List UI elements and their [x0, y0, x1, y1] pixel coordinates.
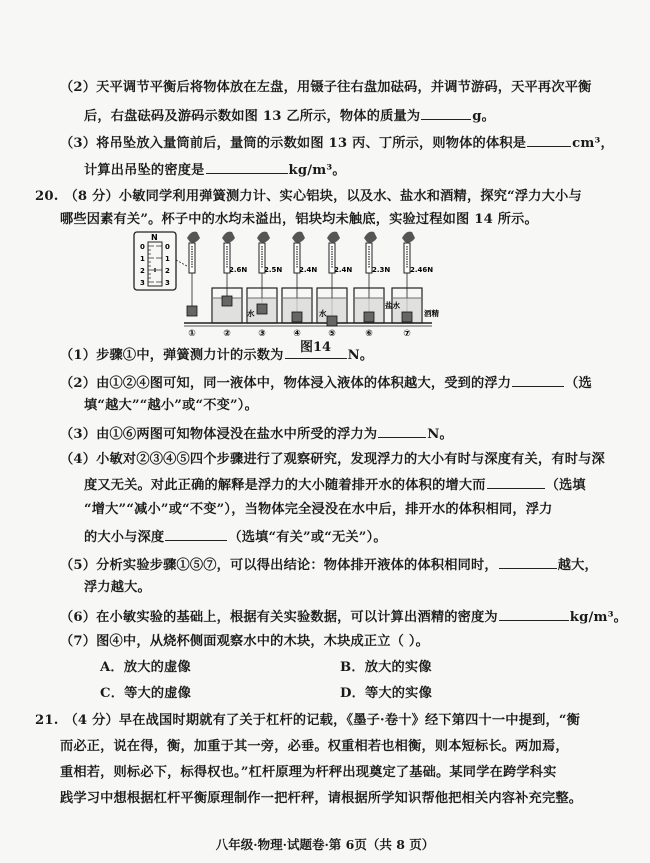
q19-part3-density-text: 计算出吊坠的密度是	[84, 163, 205, 178]
hand-icon	[292, 232, 305, 243]
hand-icon	[402, 232, 415, 243]
step-label: ⑦	[403, 329, 411, 339]
q20-intro-line2: 哪些因素有关”。杯子中的水均未溢出，铝块均未触底，实验过程如图 14 所示。	[60, 212, 538, 227]
q19-part2-text: 后，右盘砝码及游码示数如图 13 乙所示，物体的质量为	[84, 109, 421, 124]
scale-reading: 2.5N	[264, 266, 283, 274]
q20-s4-text: 度又无关。对此正确的解释是浮力的大小随着排开水的体积的增大而	[84, 478, 486, 493]
q20-s1	[60, 346, 373, 364]
answer-blank[interactable]	[527, 134, 571, 147]
q19-part3-line1	[60, 134, 614, 152]
q20-s2-line2: 填“越大”“越小”或“不变”）。	[84, 398, 258, 413]
scale-tick-label: 3	[165, 279, 170, 287]
answer-blank[interactable]	[499, 556, 557, 569]
answer-blank[interactable]	[206, 161, 288, 174]
q20-s3-text: （3）由①⑥两图可知物体浸没在盐水中所受的浮力为	[60, 427, 378, 442]
liquid-label: 酒精	[424, 309, 439, 318]
spring-scale-detail	[134, 232, 187, 290]
hand-icon	[364, 232, 377, 243]
q21-line2: 而必正，说在得，衡，加重于其一旁，必垂。权重相若也相衡，则本短标长。两加焉，	[60, 739, 569, 754]
option-a[interactable]: A．放大的虚像	[100, 660, 191, 675]
scale-reading: 2.46N	[410, 266, 434, 274]
hand-icon	[327, 232, 340, 243]
q20-s5-tail: 越大，	[557, 558, 598, 573]
answer-blank[interactable]	[487, 476, 545, 489]
q20-s4-depth-text: 的大小与深度	[84, 530, 165, 545]
aluminum-block	[327, 316, 337, 326]
answer-blank[interactable]	[512, 374, 564, 387]
figure-14-experiment	[132, 228, 442, 353]
scale-tick-label: 2	[165, 267, 170, 275]
scale-tick-label: 0	[140, 243, 145, 251]
q20-s4-depth-choose: （选填“有关”或“无关”）。	[228, 530, 387, 545]
q20-s5-line1	[60, 556, 598, 574]
aluminum-block	[402, 312, 412, 322]
q20-s6	[60, 608, 627, 626]
option-c[interactable]: C．等大的虚像	[100, 686, 192, 701]
scale-reading: 2.4N	[299, 266, 318, 274]
step-label: ④	[293, 329, 301, 339]
q21-line1	[35, 713, 580, 729]
q20-s2-text: （2）由①②④图可知，同一液体中，物体浸入液体的体积越大，受到的浮力	[60, 376, 512, 391]
step-label: ③	[258, 329, 266, 339]
q20-s4-choose: （选填	[545, 478, 586, 493]
q19-part3-density-unit: kg/m³。	[288, 163, 346, 178]
q19-part3-line2	[84, 161, 346, 179]
answer-blank[interactable]	[378, 425, 426, 438]
step-label: ⑤	[328, 329, 336, 339]
q20-s4-line4	[84, 528, 387, 546]
aluminum-block	[257, 304, 267, 314]
q20-s1-text: （1）步骤①中，弹簧测力计的示数为	[60, 348, 284, 363]
scale-reading: 2.4N	[334, 266, 353, 274]
q20-s1-unit: N。	[347, 348, 374, 363]
figure-caption: 图14	[300, 340, 332, 355]
option-b[interactable]: B．放大的实像	[340, 660, 432, 675]
q19-part3-text: （3）将吊坠放入量筒前后，量筒的示数如图 13 丙、丁所示，则物体的体积是	[60, 136, 527, 151]
q21-text1: （4 分）早在战国时期就有了关于杠杆的记载，《墨子·卷十》经下第四十一中提到，“衡	[64, 713, 581, 728]
q19-part2-unit: g。	[472, 109, 496, 124]
liquid-label: 盐水	[385, 301, 400, 310]
aluminum-block	[364, 312, 374, 322]
q19-part3-unit: cm³，	[572, 136, 614, 151]
option-d[interactable]: D．等大的实像	[340, 686, 432, 701]
q20-s6-unit: kg/m³。	[569, 610, 628, 625]
answer-blank[interactable]	[421, 107, 471, 120]
aluminum-block	[292, 312, 302, 322]
hand-icon	[222, 232, 235, 243]
scale-tick-label: 1	[165, 255, 170, 263]
q21-line4: 践学习中想根据杠杆平衡原理制作一把杆秤，请根据所学知识帮他把相关内容补充完整。	[60, 791, 583, 806]
scale-reading: 2.3N	[372, 266, 391, 274]
q20-s7: （7）图④中，从烧杯侧面观察水中的木块，木块成正立（ ）。	[60, 634, 430, 649]
answer-blank[interactable]	[499, 608, 569, 621]
q20-s3-unit: N。	[427, 427, 453, 442]
page-footer: 八年级·物理·试题卷·第 6页（共 8 页）	[215, 837, 435, 852]
q20-s5-text: （5）分析实验步骤①⑤⑦，可以得出结论：物体排开液体的体积相同时，	[60, 558, 498, 573]
q20-s2-line1	[60, 374, 592, 392]
q20-number: 20.	[35, 189, 59, 204]
aluminum-block	[222, 296, 232, 306]
step-label: ②	[223, 329, 231, 339]
step-label: ①	[188, 329, 196, 339]
q20-s4-line3: “增大”“减小”或“不变”），当物体完全浸没在水中后，排开水的体积相同，浮力	[84, 502, 553, 517]
q20-s3	[60, 425, 453, 443]
q21-number: 21.	[35, 713, 59, 728]
q20-intro-line1	[35, 189, 582, 205]
scale-reading: 2.6N	[229, 266, 248, 274]
scale-tick-label: 2	[140, 267, 145, 275]
q21-line3: 重相若，则标必下，标得权也。”杠杆原理为杆秤出现奠定了基础。某同学在跨学科实	[60, 765, 557, 780]
step-label: ⑥	[365, 329, 373, 339]
answer-blank[interactable]	[285, 346, 347, 359]
q20-intro-text1: （8 分）小敏同学利用弹簧测力计、实心铝块，以及水、盐水和酒精，探究“浮力大小与	[64, 189, 582, 204]
scale-tick-label: 1	[140, 255, 145, 263]
q20-s2-choose: （选	[565, 376, 592, 391]
liquid-label: 水	[319, 309, 327, 318]
hand-icon	[187, 232, 200, 243]
scale-tick-label: 3	[140, 279, 145, 287]
experiment-setups	[187, 232, 422, 326]
q19-part2-line1: （2）天平调节平衡后将物体放在左盘，用镊子往右盘加砝码，并调节游码，天平再次平衡	[60, 80, 592, 95]
aluminum-block	[187, 306, 197, 316]
q20-s4-line2	[84, 476, 586, 494]
q19-part2-line2	[84, 107, 495, 125]
q20-s6-text: （6）在小敏实验的基础上，根据有关实验数据，可以计算出酒精的密度为	[60, 610, 498, 625]
q20-s4-line1: （4）小敏对②③④⑤四个步骤进行了观察研究，发现浮力的大小有时与深度有关，有时与深	[60, 452, 605, 467]
hand-icon	[257, 232, 270, 243]
q20-s5-line2: 浮力越大。	[84, 580, 151, 595]
scale-tick-label: 0	[165, 243, 170, 251]
answer-blank[interactable]	[165, 528, 227, 541]
scale-unit: N	[151, 233, 158, 242]
liquid-label: 水	[247, 309, 255, 318]
